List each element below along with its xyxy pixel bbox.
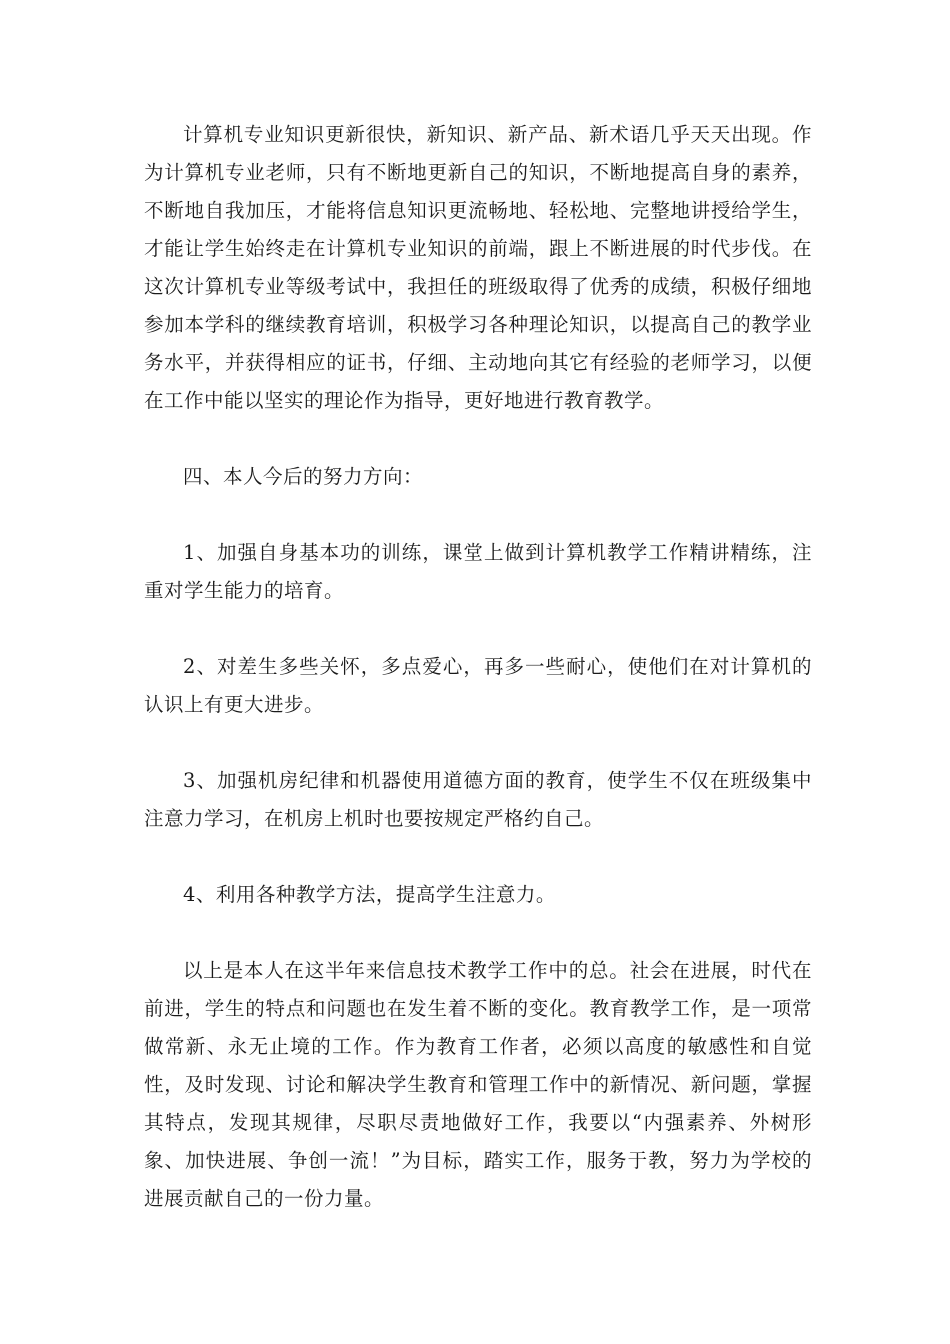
list-item-3: 3、加强机房纪律和机器使用道德方面的教育，使学生不仅在班级集中注意力学习，在机房上机时也要按规定严格约自己。 [144, 769, 812, 830]
list-item-1: 1、加强自身基本功的训练，课堂上做到计算机教学工作精讲精练，注重对学生能力的培育。 [144, 541, 812, 602]
list-item-4: 4、利用各种教学方法，提高学生注意力。 [183, 883, 556, 906]
list-item-2: 2、对差生多些关怀，多点爱心，再多一些耐心，使他们在对计算机的认识上有更大进步。 [144, 655, 812, 716]
document-body [144, 116, 812, 1218]
paragraph-conclusion: 以上是本人在这半年来信息技术教学工作中的总。社会在进展，时代在前进，学生的特点和问题也在发生着不断的变化。教育教学工作，是一项常做常新、永无止境的工作。作为教育工作者，必须以高度的敏感性和自觉性，及时发现、讨论和解决学生教育和管理工作中的新情况、新问题，掌握其特点，发现其规律，尽职尽责地做好工作，我要以“内强素养、外树形象、加快进展、争创一流！”为目标，踏实工作，服务于教，努力为学校的进展贡献自己的一份力量。 [144, 959, 812, 1210]
paragraph-professional-knowledge: 计算机专业知识更新很快，新知识、新产品、新术语几乎天天出现。作为计算机专业老师，只有不断地更新自己的知识，不断地提高自身的素养，不断地自我加压，才能将信息知识更流畅地、轻松地、完整地讲授给学生，才能让学生始终走在计算机专业知识的前端，跟上不断进展的时代步伐。在这次计算机专业等级考试中，我担任的班级取得了优秀的成绩，积极仔细地参加本学科的继续教育培训，积极学习各种理论知识，以提高自己的教学业务水平，并获得相应的证书，仔细、主动地向其它有经验的老师学习，以便在工作中能以坚实的理论作为指导，更好地进行教育教学。 [144, 123, 812, 412]
section-heading-future-direction: 四、本人今后的努力方向： [183, 465, 424, 488]
